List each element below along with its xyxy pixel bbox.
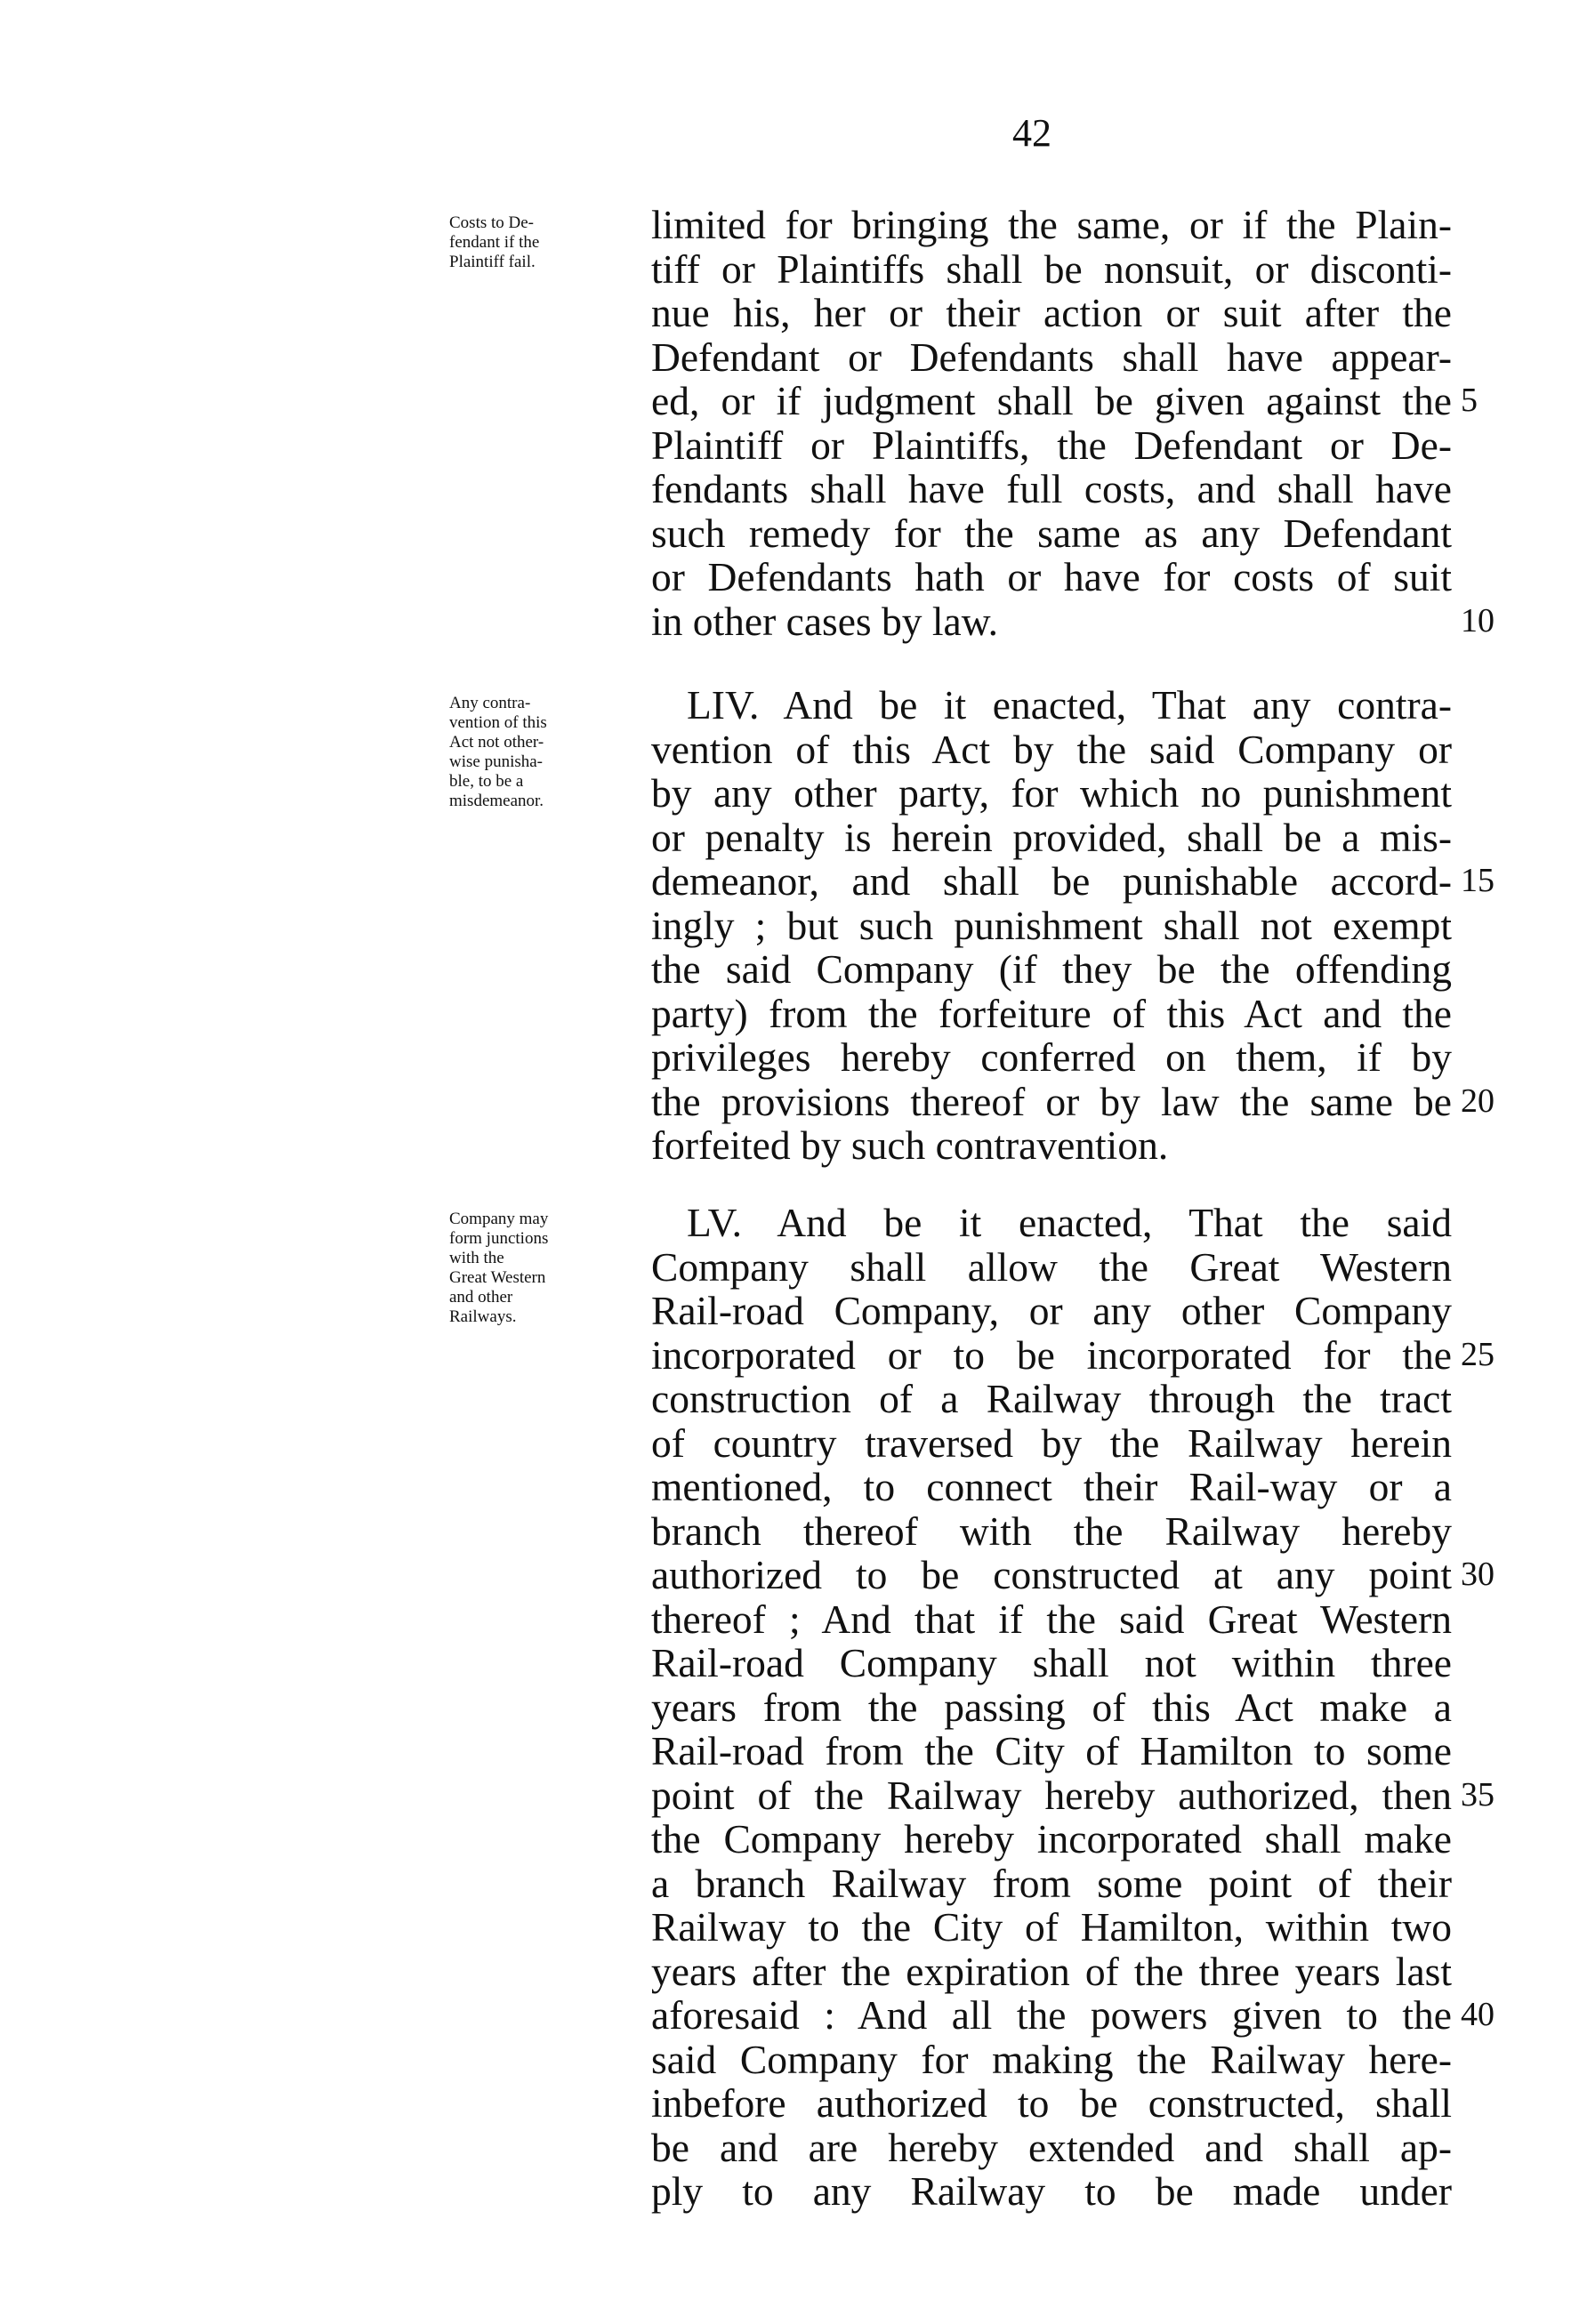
text-line: demeanor, and shall be punishable accord- <box>651 858 1452 904</box>
text-line: LV. And be it enacted, That the said <box>687 1200 1452 1245</box>
text-line: Rail-road Company, or any other Company <box>651 1288 1452 1333</box>
text-line: or Defendants hath or have for costs of suit <box>651 554 1452 599</box>
text-line: Plaintiff or Plaintiffs, the Defendant or De- <box>651 422 1452 468</box>
text-line: Rail-road Company shall not within three <box>651 1640 1452 1685</box>
text-line: party) from the forfeiture of this Act and the <box>651 990 1452 1036</box>
text-line: vention of this Act by the said Company or <box>651 726 1452 772</box>
line-number: 5 <box>1461 382 1478 419</box>
margin-note-line: Act not other- <box>449 733 544 752</box>
margin-note-line: misdemeanor. <box>449 792 544 810</box>
text-line: incorporated or to be incorporated for the <box>651 1331 1452 1378</box>
line-number: 20 <box>1461 1082 1494 1120</box>
text-line: LIV. And be it enacted, That any contra- <box>687 682 1452 728</box>
text-line: inbefore authorized to be constructed, shall <box>651 2080 1452 2126</box>
margin-note-line: wise punisha- <box>449 752 544 771</box>
margin-note-line: Railways. <box>449 1307 517 1326</box>
text-line: such remedy for the same as any Defendant <box>651 510 1452 556</box>
text-line: ed, or if judgment shall be given against the <box>651 378 1452 423</box>
text-line: Company shall allow the Great Western <box>651 1243 1452 1290</box>
line-number: 35 <box>1461 1775 1494 1813</box>
line-number: 30 <box>1461 1556 1494 1593</box>
text-line: the said Company (if they be the offending <box>651 946 1452 992</box>
margin-note-line: Company may <box>449 1210 549 1228</box>
margin-note <box>449 1210 645 1327</box>
text-line: in other cases by law. <box>651 598 998 644</box>
body-text <box>651 1201 1452 2214</box>
text-line: the Company hereby incorporated shall make <box>651 1816 1452 1862</box>
page-number: 42 <box>1012 111 1051 155</box>
text-line: be and are hereby extended and shall ap- <box>651 2124 1452 2170</box>
margin-note-line: Great Western <box>449 1268 546 1287</box>
line-number: 40 <box>1461 1996 1494 2033</box>
margin-note-line: ble, to be a <box>449 772 524 791</box>
line-number: 25 <box>1461 1335 1494 1373</box>
text-line: point of the Railway hereby authorized, then <box>651 1772 1452 1818</box>
text-line: forfeited by such contravention. <box>651 1122 1169 1168</box>
text-line: Defendant or Defendants shall have appear- <box>651 334 1452 380</box>
text-line: ingly ; but such punishment shall not exempt <box>651 902 1452 948</box>
margin-note <box>449 213 645 272</box>
text-line: mentioned, to connect their Rail-way or a <box>651 1464 1452 1509</box>
text-line: years after the expiration of the three years last <box>651 1948 1452 1994</box>
body-text <box>651 683 1452 1168</box>
text-line: thereof ; And that if the said Great Western <box>651 1596 1452 1642</box>
text-line: of country traversed by the Railway herein <box>651 1419 1452 1466</box>
text-line: the provisions thereof or by law the same be <box>651 1078 1452 1124</box>
margin-note-line: Any contra- <box>449 694 531 712</box>
text-line: ply to any Railway to be made under <box>651 2168 1452 2214</box>
margin-note <box>449 694 645 811</box>
text-line: aforesaid : And all the powers given to the <box>651 1992 1452 2038</box>
text-line: a branch Railway from some point of their <box>651 1860 1452 1906</box>
text-line: said Company for making the Railway here- <box>651 2036 1452 2082</box>
text-line: years from the passing of this Act make a <box>651 1684 1452 1730</box>
text-line: branch thereof with the Railway hereby <box>651 1508 1452 1554</box>
body-text <box>651 203 1452 643</box>
text-line: tiff or Plaintiffs shall be nonsuit, or disconti- <box>651 245 1452 292</box>
margin-note-line: with the <box>449 1249 504 1267</box>
line-number: 15 <box>1461 862 1494 899</box>
line-number: 10 <box>1461 601 1494 639</box>
margin-note-line: vention of this <box>449 713 547 732</box>
text-line: privileges hereby conferred on them, if by <box>651 1034 1452 1080</box>
text-line: construction of a Railway through the tract <box>651 1376 1452 1421</box>
text-line: or penalty is herein provided, shall be a mis- <box>651 814 1452 860</box>
margin-note-line: Costs to De- <box>449 213 534 232</box>
text-line: authorized to be constructed at any point <box>651 1552 1452 1597</box>
text-line: by any other party, for which no punishment <box>651 770 1452 816</box>
text-line: limited for bringing the same, or if the Plain- <box>651 202 1452 247</box>
text-line: Railway to the City of Hamilton, within two <box>651 1904 1452 1950</box>
margin-note-line: and other <box>449 1288 513 1307</box>
margin-note-line: fendant if the <box>449 233 540 252</box>
margin-note-line: form junctions <box>449 1229 549 1248</box>
text-line: fendants shall have full costs, and shall have <box>651 466 1452 511</box>
text-line: nue his, her or their action or suit after the <box>651 290 1452 335</box>
text-line: Rail-road from the City of Hamilton to some <box>651 1728 1452 1773</box>
margin-note-line: Plaintiff fail. <box>449 253 536 271</box>
